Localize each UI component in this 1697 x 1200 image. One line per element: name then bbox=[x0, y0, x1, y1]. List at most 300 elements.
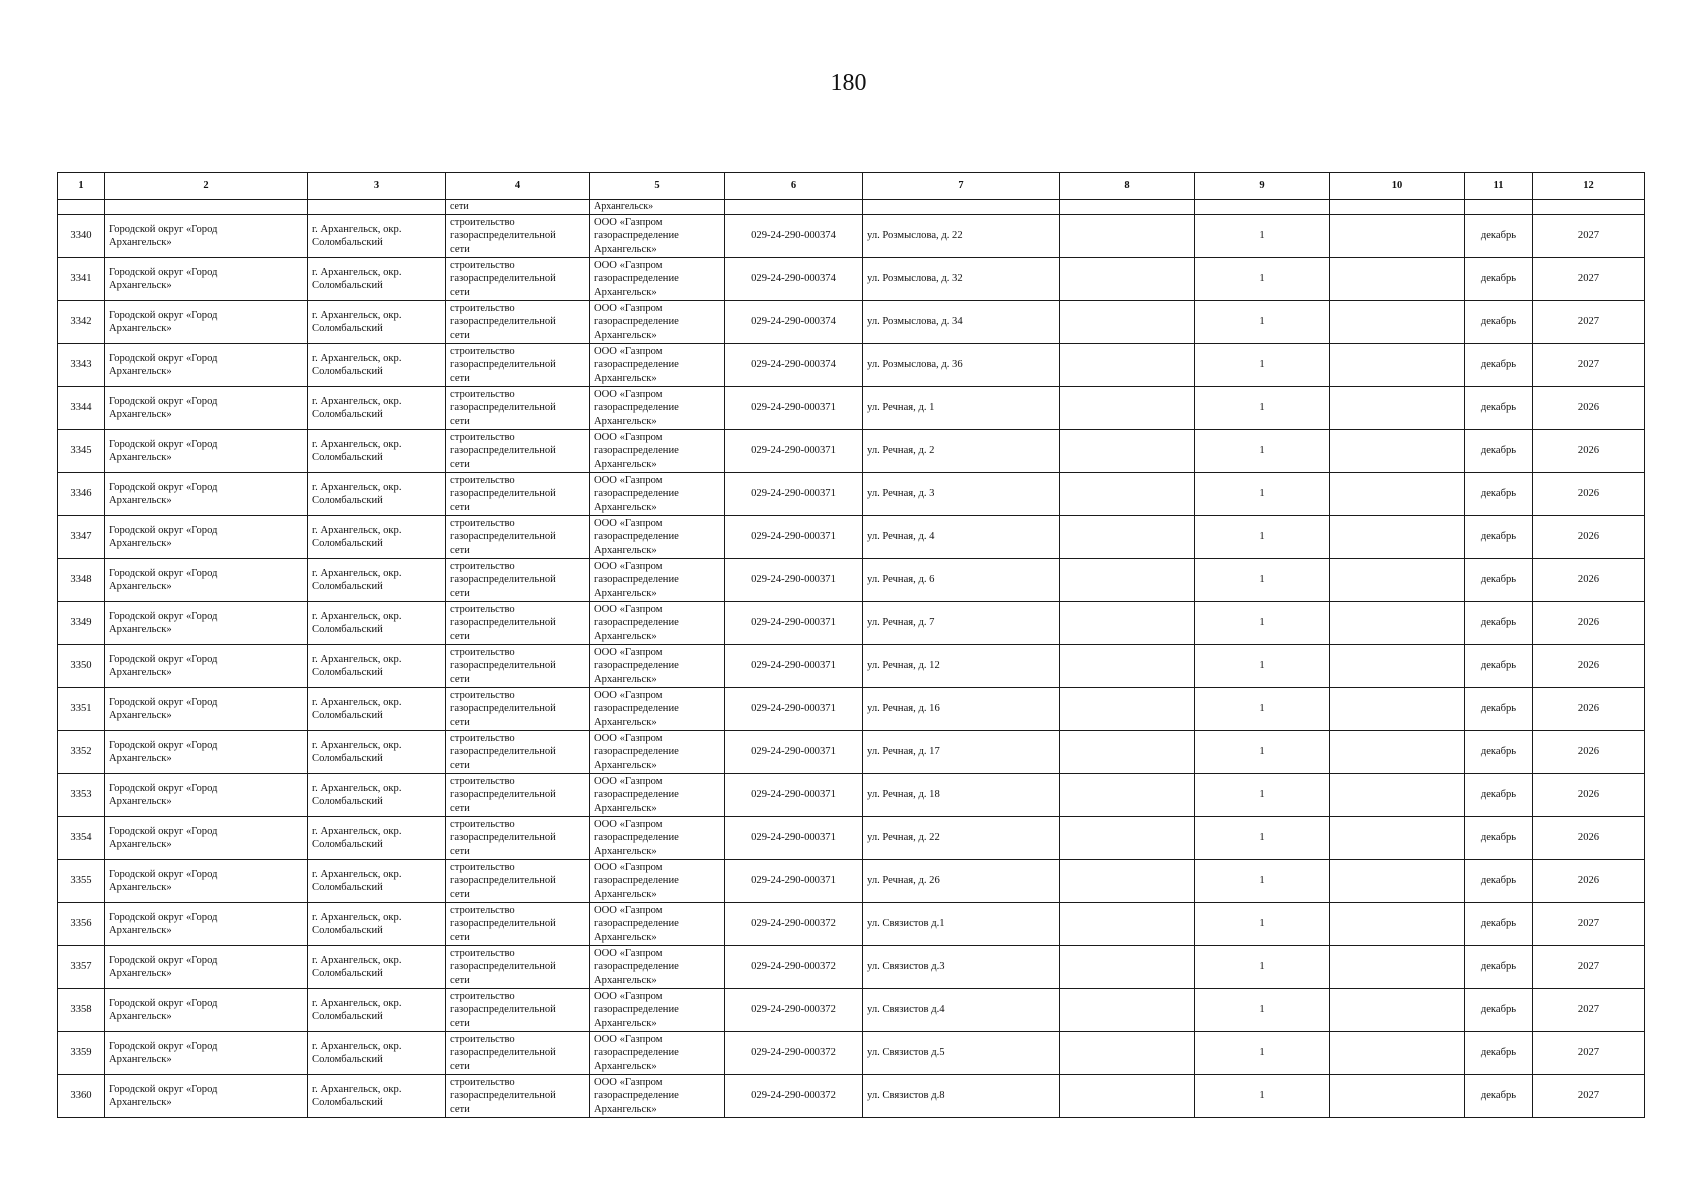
cell-line: строительство bbox=[450, 947, 515, 959]
cell-quantity: 1 bbox=[1195, 602, 1330, 645]
cell-line: г. Архангельск, окр. bbox=[312, 610, 402, 622]
cell-line: газораспределение bbox=[594, 875, 679, 887]
cell-organization bbox=[590, 258, 725, 301]
column-header-4: 4 bbox=[446, 173, 590, 200]
cell-col-10 bbox=[1330, 430, 1465, 473]
cell-work-type bbox=[446, 860, 590, 903]
cell-line: газораспределение bbox=[594, 918, 679, 930]
cell-col-10 bbox=[1330, 473, 1465, 516]
cell-organization bbox=[590, 516, 725, 559]
cell-line: Архангельск» bbox=[109, 753, 172, 764]
cell-line: газораспределение bbox=[594, 402, 679, 414]
cell-line: Архангельск» bbox=[109, 495, 172, 506]
cell-municipality bbox=[105, 774, 308, 817]
cell-line: Соломбальский bbox=[312, 753, 383, 764]
cell-number: 3354 bbox=[58, 817, 105, 860]
cell-line: Архангельск» bbox=[594, 845, 657, 857]
cell-program-code: 029-24-290-000371 bbox=[725, 774, 863, 817]
cell-number: 3358 bbox=[58, 989, 105, 1032]
cell-line: Архангельск» bbox=[109, 624, 172, 635]
cell-quantity: 1 bbox=[1195, 860, 1330, 903]
cell-line: строительство bbox=[450, 732, 515, 744]
cell-line: строительство bbox=[450, 861, 515, 873]
cell-line: Соломбальский bbox=[312, 624, 383, 635]
column-header-12: 12 bbox=[1533, 173, 1645, 200]
cell-month: декабрь bbox=[1465, 688, 1533, 731]
cell-line: Архангельск» bbox=[109, 581, 172, 592]
cell-line: строительство bbox=[450, 818, 515, 830]
cell-year: 2026 bbox=[1533, 817, 1645, 860]
cell-line: сети bbox=[450, 716, 470, 728]
cell-line: газораспределение bbox=[594, 832, 679, 844]
cell-work-type: сети bbox=[446, 200, 590, 215]
cell-line: газораспределение bbox=[594, 574, 679, 586]
cell-line: газораспределение bbox=[594, 445, 679, 457]
cell-line: сети bbox=[450, 1060, 470, 1072]
cell-col-8 bbox=[1060, 817, 1195, 860]
cell-line: Городской округ «Город bbox=[109, 438, 218, 450]
cell-locality bbox=[308, 473, 446, 516]
cell-line: газораспределительной bbox=[450, 359, 556, 371]
column-header-6: 6 bbox=[725, 173, 863, 200]
cell-line: Архангельск» bbox=[109, 409, 172, 420]
cell-line: Городской округ «Город bbox=[109, 395, 218, 407]
cell-year: 2026 bbox=[1533, 688, 1645, 731]
page-number: 180 bbox=[830, 70, 867, 96]
cell-col-10 bbox=[1330, 602, 1465, 645]
cell-line: Архангельск» bbox=[109, 968, 172, 979]
cell-line: газораспределение bbox=[594, 531, 679, 543]
cell-col-8 bbox=[1060, 344, 1195, 387]
cell-organization: Архангельск» bbox=[590, 200, 725, 215]
cell-line: строительство bbox=[450, 388, 515, 400]
cell-address: ул. Речная, д. 3 bbox=[863, 473, 1060, 516]
cell bbox=[863, 200, 1060, 215]
table-row bbox=[58, 774, 1645, 817]
cell-col-8 bbox=[1060, 774, 1195, 817]
cell-address: ул. Речная, д. 4 bbox=[863, 516, 1060, 559]
cell-number: 3350 bbox=[58, 645, 105, 688]
column-header-11: 11 bbox=[1465, 173, 1533, 200]
cell-locality bbox=[308, 860, 446, 903]
cell-line: Соломбальский bbox=[312, 237, 383, 248]
cell-month: декабрь bbox=[1465, 645, 1533, 688]
cell-organization bbox=[590, 817, 725, 860]
cell-line: строительство bbox=[450, 646, 515, 658]
cell-year: 2026 bbox=[1533, 645, 1645, 688]
cell-work-type bbox=[446, 473, 590, 516]
table-row bbox=[58, 989, 1645, 1032]
cell-line: Соломбальский bbox=[312, 1011, 383, 1022]
cell-line: Городской округ «Город bbox=[109, 696, 218, 708]
cell-line: газораспределительной bbox=[450, 230, 556, 242]
cell-month: декабрь bbox=[1465, 344, 1533, 387]
cell-col-10 bbox=[1330, 1032, 1465, 1075]
cell-organization bbox=[590, 559, 725, 602]
cell-line: газораспределительной bbox=[450, 316, 556, 328]
cell-municipality bbox=[105, 688, 308, 731]
cell-year: 2026 bbox=[1533, 559, 1645, 602]
cell-municipality bbox=[105, 258, 308, 301]
cell-municipality bbox=[105, 559, 308, 602]
cell-month: декабрь bbox=[1465, 903, 1533, 946]
cell-organization bbox=[590, 645, 725, 688]
cell-line: Архангельск» bbox=[594, 974, 657, 986]
table-row bbox=[58, 516, 1645, 559]
cell-line: газораспределение bbox=[594, 703, 679, 715]
cell-line: строительство bbox=[450, 517, 515, 529]
cell bbox=[1195, 200, 1330, 215]
cell-month: декабрь bbox=[1465, 1032, 1533, 1075]
cell-col-10 bbox=[1330, 258, 1465, 301]
cell-line: газораспределение bbox=[594, 273, 679, 285]
cell-col-8 bbox=[1060, 731, 1195, 774]
cell-col-8 bbox=[1060, 215, 1195, 258]
cell-locality bbox=[308, 516, 446, 559]
cell-line: ООО «Газпром bbox=[594, 990, 663, 1002]
cell-year: 2027 bbox=[1533, 258, 1645, 301]
cell-year: 2027 bbox=[1533, 1032, 1645, 1075]
cell-line: Городской округ «Город bbox=[109, 481, 218, 493]
cell-organization bbox=[590, 215, 725, 258]
cell-year: 2026 bbox=[1533, 731, 1645, 774]
cell-line: Архангельск» bbox=[109, 882, 172, 893]
cell-col-10 bbox=[1330, 215, 1465, 258]
cell-line: ООО «Газпром bbox=[594, 818, 663, 830]
cell-municipality bbox=[105, 731, 308, 774]
cell-quantity: 1 bbox=[1195, 344, 1330, 387]
cell-month: декабрь bbox=[1465, 946, 1533, 989]
cell-quantity: 1 bbox=[1195, 688, 1330, 731]
cell-line: Архангельск» bbox=[594, 1103, 657, 1115]
cell-municipality bbox=[105, 387, 308, 430]
cell-locality bbox=[308, 301, 446, 344]
cell-quantity: 1 bbox=[1195, 731, 1330, 774]
cell-line: Соломбальский bbox=[312, 968, 383, 979]
cell-col-10 bbox=[1330, 817, 1465, 860]
cell-municipality bbox=[105, 473, 308, 516]
cell-quantity: 1 bbox=[1195, 258, 1330, 301]
cell-program-code: 029-24-290-000371 bbox=[725, 688, 863, 731]
table-row bbox=[58, 1032, 1645, 1075]
cell-organization bbox=[590, 731, 725, 774]
cell-line: газораспределение bbox=[594, 1047, 679, 1059]
cell-line: Городской округ «Город bbox=[109, 739, 218, 751]
cell-line: Архангельск» bbox=[109, 796, 172, 807]
cell-col-10 bbox=[1330, 559, 1465, 602]
cell-line: Городской округ «Город bbox=[109, 223, 218, 235]
cell-number: 3346 bbox=[58, 473, 105, 516]
table-row bbox=[58, 430, 1645, 473]
cell-line: Архангельск» bbox=[109, 1054, 172, 1065]
cell-municipality bbox=[105, 516, 308, 559]
cell-municipality bbox=[105, 645, 308, 688]
cell-line: г. Архангельск, окр. bbox=[312, 997, 402, 1009]
cell-organization bbox=[590, 430, 725, 473]
table-row bbox=[58, 731, 1645, 774]
table-row bbox=[58, 301, 1645, 344]
cell-municipality bbox=[105, 301, 308, 344]
cell-line: газораспределительной bbox=[450, 488, 556, 500]
cell-locality bbox=[308, 989, 446, 1032]
cell-line: Архангельск» bbox=[594, 415, 657, 427]
cell bbox=[1533, 200, 1645, 215]
table-row bbox=[58, 215, 1645, 258]
cell-line: Соломбальский bbox=[312, 882, 383, 893]
cell-line: ООО «Газпром bbox=[594, 603, 663, 615]
cell-line: г. Архангельск, окр. bbox=[312, 352, 402, 364]
cell-line: строительство bbox=[450, 431, 515, 443]
cell-month: декабрь bbox=[1465, 258, 1533, 301]
cell-work-type bbox=[446, 989, 590, 1032]
table-row bbox=[58, 387, 1645, 430]
cell-year: 2026 bbox=[1533, 387, 1645, 430]
cell-address: ул. Розмыслова, д. 22 bbox=[863, 215, 1060, 258]
cell-municipality bbox=[105, 860, 308, 903]
cell-municipality bbox=[105, 344, 308, 387]
cell-line: сети bbox=[450, 458, 470, 470]
cell-address: ул. Розмыслова, д. 34 bbox=[863, 301, 1060, 344]
cell-municipality bbox=[105, 817, 308, 860]
cell-line: ООО «Газпром bbox=[594, 388, 663, 400]
cell-locality bbox=[308, 559, 446, 602]
column-header-8: 8 bbox=[1060, 173, 1195, 200]
cell-address: ул. Речная, д. 16 bbox=[863, 688, 1060, 731]
cell-line: Соломбальский bbox=[312, 1097, 383, 1108]
cell-col-8 bbox=[1060, 688, 1195, 731]
cell-month: декабрь bbox=[1465, 1075, 1533, 1118]
cell-line: сети bbox=[450, 544, 470, 556]
cell-year: 2027 bbox=[1533, 903, 1645, 946]
cell-line: г. Архангельск, окр. bbox=[312, 1083, 402, 1095]
cell-line: г. Архангельск, окр. bbox=[312, 438, 402, 450]
cell-line: газораспределение bbox=[594, 230, 679, 242]
cell-locality bbox=[308, 688, 446, 731]
cell-line: сети bbox=[450, 329, 470, 341]
cell-col-8 bbox=[1060, 301, 1195, 344]
cell-program-code: 029-24-290-000371 bbox=[725, 731, 863, 774]
cell-program-code: 029-24-290-000371 bbox=[725, 516, 863, 559]
cell-year: 2026 bbox=[1533, 430, 1645, 473]
cell-line: сети bbox=[450, 415, 470, 427]
cell-year: 2026 bbox=[1533, 860, 1645, 903]
cell bbox=[725, 200, 863, 215]
cell-line: строительство bbox=[450, 990, 515, 1002]
cell-line: строительство bbox=[450, 474, 515, 486]
cell-line: сети bbox=[450, 845, 470, 857]
cell-line: г. Архангельск, окр. bbox=[312, 825, 402, 837]
cell-work-type bbox=[446, 946, 590, 989]
cell-locality bbox=[308, 1075, 446, 1118]
cell-line: сети bbox=[450, 673, 470, 685]
cell-line: Городской округ «Город bbox=[109, 309, 218, 321]
cell-line: газораспределительной bbox=[450, 875, 556, 887]
cell-month: декабрь bbox=[1465, 989, 1533, 1032]
cell-line: Архангельск» bbox=[594, 501, 657, 513]
continuation-row bbox=[58, 200, 1645, 215]
column-header-9: 9 bbox=[1195, 173, 1330, 200]
cell-quantity: 1 bbox=[1195, 1032, 1330, 1075]
cell-col-8 bbox=[1060, 387, 1195, 430]
cell-line: сети bbox=[450, 286, 470, 298]
cell-line: г. Архангельск, окр. bbox=[312, 782, 402, 794]
cell-organization bbox=[590, 344, 725, 387]
cell-address: ул. Речная, д. 26 bbox=[863, 860, 1060, 903]
cell-locality bbox=[308, 774, 446, 817]
cell-organization bbox=[590, 774, 725, 817]
cell-line: ООО «Газпром bbox=[594, 1033, 663, 1045]
cell-line: сети bbox=[450, 372, 470, 384]
cell-line: Архангельск» bbox=[594, 458, 657, 470]
cell-program-code: 029-24-290-000374 bbox=[725, 258, 863, 301]
cell bbox=[58, 200, 105, 215]
cell-year: 2026 bbox=[1533, 602, 1645, 645]
cell-line: газораспределение bbox=[594, 746, 679, 758]
cell-year: 2026 bbox=[1533, 774, 1645, 817]
cell-line: г. Архангельск, окр. bbox=[312, 524, 402, 536]
cell-line: ООО «Газпром bbox=[594, 904, 663, 916]
cell-line: сети bbox=[450, 974, 470, 986]
cell-year: 2027 bbox=[1533, 989, 1645, 1032]
cell-col-8 bbox=[1060, 1075, 1195, 1118]
cell-line: Архангельск» bbox=[594, 1060, 657, 1072]
cell-line: г. Архангельск, окр. bbox=[312, 954, 402, 966]
cell-line: Архангельск» bbox=[594, 544, 657, 556]
cell-number: 3341 bbox=[58, 258, 105, 301]
cell-year: 2027 bbox=[1533, 344, 1645, 387]
cell-address: ул. Связистов д.5 bbox=[863, 1032, 1060, 1075]
cell-year: 2027 bbox=[1533, 946, 1645, 989]
cell-line: Соломбальский bbox=[312, 925, 383, 936]
table-row bbox=[58, 817, 1645, 860]
cell-program-code: 029-24-290-000374 bbox=[725, 301, 863, 344]
cell-line: г. Архангельск, окр. bbox=[312, 481, 402, 493]
cell-municipality bbox=[105, 602, 308, 645]
cell-address: ул. Речная, д. 1 bbox=[863, 387, 1060, 430]
cell-locality bbox=[308, 645, 446, 688]
cell-line: Соломбальский bbox=[312, 452, 383, 463]
cell-col-10 bbox=[1330, 731, 1465, 774]
cell-line: Городской округ «Город bbox=[109, 825, 218, 837]
cell-line: газораспределительной bbox=[450, 703, 556, 715]
table-row bbox=[58, 559, 1645, 602]
cell-line: Соломбальский bbox=[312, 323, 383, 334]
cell-col-10 bbox=[1330, 860, 1465, 903]
cell-line: строительство bbox=[450, 689, 515, 701]
cell-line: газораспределительной bbox=[450, 445, 556, 457]
cell-address: ул. Речная, д. 2 bbox=[863, 430, 1060, 473]
cell-address: ул. Речная, д. 7 bbox=[863, 602, 1060, 645]
cell-line: г. Архангельск, окр. bbox=[312, 266, 402, 278]
cell-col-8 bbox=[1060, 258, 1195, 301]
cell-line: ООО «Газпром bbox=[594, 861, 663, 873]
cell-line: Архангельск» bbox=[594, 372, 657, 384]
cell-col-8 bbox=[1060, 516, 1195, 559]
cell-line: сети bbox=[450, 1103, 470, 1115]
cell bbox=[308, 200, 446, 215]
cell-line: Соломбальский bbox=[312, 366, 383, 377]
cell-work-type bbox=[446, 258, 590, 301]
cell-organization bbox=[590, 473, 725, 516]
cell-col-10 bbox=[1330, 645, 1465, 688]
cell-work-type bbox=[446, 387, 590, 430]
cell-line: сети bbox=[450, 501, 470, 513]
cell-line: Городской округ «Город bbox=[109, 1083, 218, 1095]
table-body bbox=[58, 200, 1645, 1118]
cell-work-type bbox=[446, 1075, 590, 1118]
cell-line: Соломбальский bbox=[312, 538, 383, 549]
cell-address: ул. Речная, д. 6 bbox=[863, 559, 1060, 602]
cell-quantity: 1 bbox=[1195, 559, 1330, 602]
cell-line: сети bbox=[450, 630, 470, 642]
table-row bbox=[58, 258, 1645, 301]
cell-line: Городской округ «Город bbox=[109, 997, 218, 1009]
cell-quantity: 1 bbox=[1195, 774, 1330, 817]
cell-work-type bbox=[446, 301, 590, 344]
cell-quantity: 1 bbox=[1195, 215, 1330, 258]
cell-line: Городской округ «Город bbox=[109, 911, 218, 923]
cell-work-type bbox=[446, 344, 590, 387]
table-row bbox=[58, 946, 1645, 989]
cell-year: 2027 bbox=[1533, 215, 1645, 258]
cell-line: газораспределительной bbox=[450, 918, 556, 930]
cell-number: 3343 bbox=[58, 344, 105, 387]
cell-locality bbox=[308, 215, 446, 258]
cell-quantity: 1 bbox=[1195, 946, 1330, 989]
table-row bbox=[58, 1075, 1645, 1118]
cell-month: декабрь bbox=[1465, 559, 1533, 602]
cell-line: Соломбальский bbox=[312, 280, 383, 291]
cell-locality bbox=[308, 903, 446, 946]
cell-quantity: 1 bbox=[1195, 989, 1330, 1032]
cell-line: газораспределительной bbox=[450, 531, 556, 543]
cell-address: ул. Розмыслова, д. 32 bbox=[863, 258, 1060, 301]
cell-quantity: 1 bbox=[1195, 645, 1330, 688]
column-header-2: 2 bbox=[105, 173, 308, 200]
table-row bbox=[58, 903, 1645, 946]
cell-line: сети bbox=[450, 888, 470, 900]
cell-line: строительство bbox=[450, 216, 515, 228]
cell-col-8 bbox=[1060, 860, 1195, 903]
cell-line: газораспределение bbox=[594, 359, 679, 371]
cell-address: ул. Речная, д. 22 bbox=[863, 817, 1060, 860]
cell-work-type bbox=[446, 559, 590, 602]
cell-col-8 bbox=[1060, 1032, 1195, 1075]
cell-line: Архангельск» bbox=[109, 538, 172, 549]
cell-quantity: 1 bbox=[1195, 817, 1330, 860]
cell-organization bbox=[590, 1032, 725, 1075]
cell-municipality bbox=[105, 1032, 308, 1075]
cell-line: газораспределение bbox=[594, 660, 679, 672]
cell-locality bbox=[308, 817, 446, 860]
table-row bbox=[58, 602, 1645, 645]
cell-organization bbox=[590, 860, 725, 903]
cell-col-10 bbox=[1330, 989, 1465, 1032]
cell-col-8 bbox=[1060, 473, 1195, 516]
cell-col-8 bbox=[1060, 430, 1195, 473]
cell bbox=[1465, 200, 1533, 215]
cell-month: декабрь bbox=[1465, 860, 1533, 903]
cell-line: Архангельск» bbox=[594, 243, 657, 255]
cell-quantity: 1 bbox=[1195, 387, 1330, 430]
cell-line: ООО «Газпром bbox=[594, 517, 663, 529]
cell-line: г. Архангельск, окр. bbox=[312, 739, 402, 751]
cell-line: Архангельск» bbox=[594, 286, 657, 298]
cell-line: г. Архангельск, окр. bbox=[312, 1040, 402, 1052]
cell-address: ул. Розмыслова, д. 36 bbox=[863, 344, 1060, 387]
cell-col-10 bbox=[1330, 387, 1465, 430]
cell-line: газораспределительной bbox=[450, 617, 556, 629]
